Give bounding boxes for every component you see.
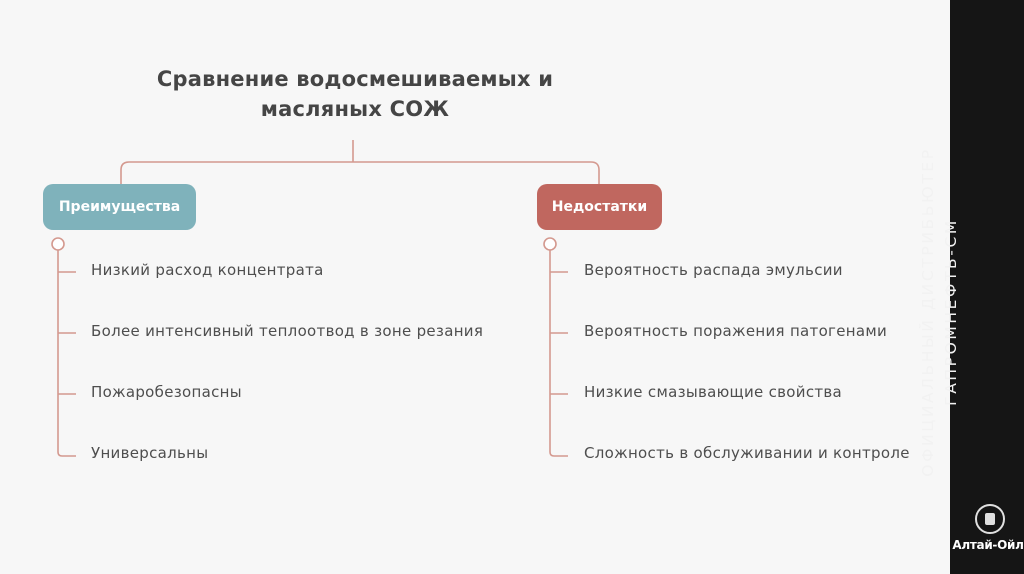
logo-text: Алтай-Ойл [952, 538, 1024, 552]
advantage-item: Более интенсивный теплоотвод в зоне резания [91, 322, 484, 340]
title-line-1: Сравнение водосмешиваемых и [156, 67, 554, 91]
distributor-text [917, 122, 963, 502]
advantages-node: Преимущества [43, 184, 196, 230]
disadvantage-item: Вероятность распада эмульсии [584, 261, 843, 279]
diagram-title [155, 64, 555, 124]
disadvantages-collapse-dot [544, 238, 556, 250]
disadvantages-list [584, 260, 910, 504]
distributor-line-2: ГАПРОМНЕФТЬ-СМ [942, 218, 960, 406]
advantages-list [91, 260, 483, 504]
root-connector [121, 140, 599, 184]
disadvantages-branch-line [550, 250, 568, 456]
advantages-collapse-dot [52, 238, 64, 250]
disadvantages-node: Недостатки [537, 184, 662, 230]
logo-icon [975, 504, 1005, 534]
disadvantage-item: Низкие смазывающие свойства [584, 383, 843, 401]
advantage-item: Низкий расход концентрата [91, 261, 324, 279]
advantages-branch-line [58, 250, 76, 456]
disadvantage-item: Вероятность поражения патогенами [584, 322, 888, 340]
advantage-item: Пожаробезопасны [91, 383, 242, 401]
advantage-item: Универсальны [91, 444, 209, 462]
title-line-2: масляных СОЖ [260, 97, 450, 121]
distributor-line-1: ОФИЦИАЛЬНЫЙ ДИСТРИБЬЮТЕР [919, 147, 937, 477]
disadvantage-item: Сложность в обслуживании и контроле [584, 444, 910, 462]
